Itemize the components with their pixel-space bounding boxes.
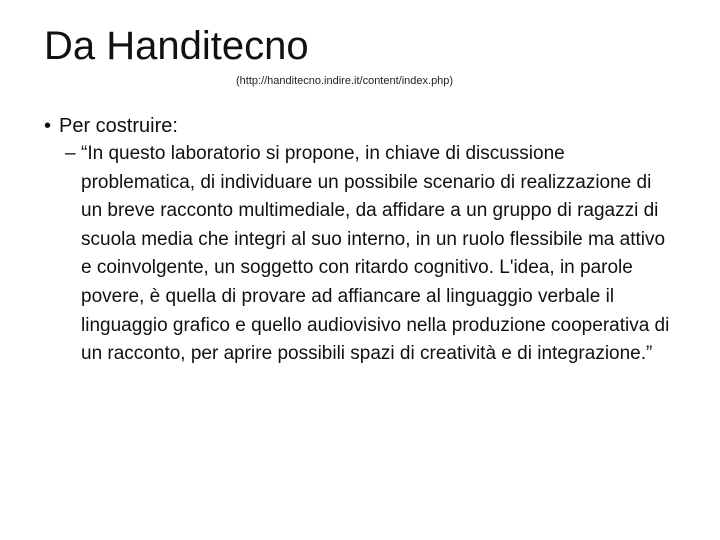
bullet-item: [44, 112, 684, 140]
source-url: (http://handitecno.indire.it/content/index.php): [236, 75, 454, 87]
slide-title: Da Handitecno: [44, 24, 309, 68]
quote-text: “In questo laboratorio si propone, in chiave di discussione problematica, di individuare un possibile scenario di realizzazione di un breve racconto multimediale, da affidare a un gruppo di ragazzi di scuola media che integri al suo interno, in un ruolo flessibile ma attivo e coinvolgente, un soggetto con ritardo cognitivo. L'idea, in parole povere, è quella di provare ad affiancare al linguaggio verbale il linguaggio grafico e quello audiovisivo nella produzione cooperativa di un racconto, per aprire possibili spazi di creatività e di integrazione.”: [81, 143, 670, 365]
dash-marker: –: [65, 143, 76, 164]
sub-bullet-item: [65, 140, 684, 369]
slide-content: [44, 112, 684, 369]
bullet-label: Per costruire:: [59, 115, 178, 137]
bullet-marker: •: [44, 115, 52, 137]
